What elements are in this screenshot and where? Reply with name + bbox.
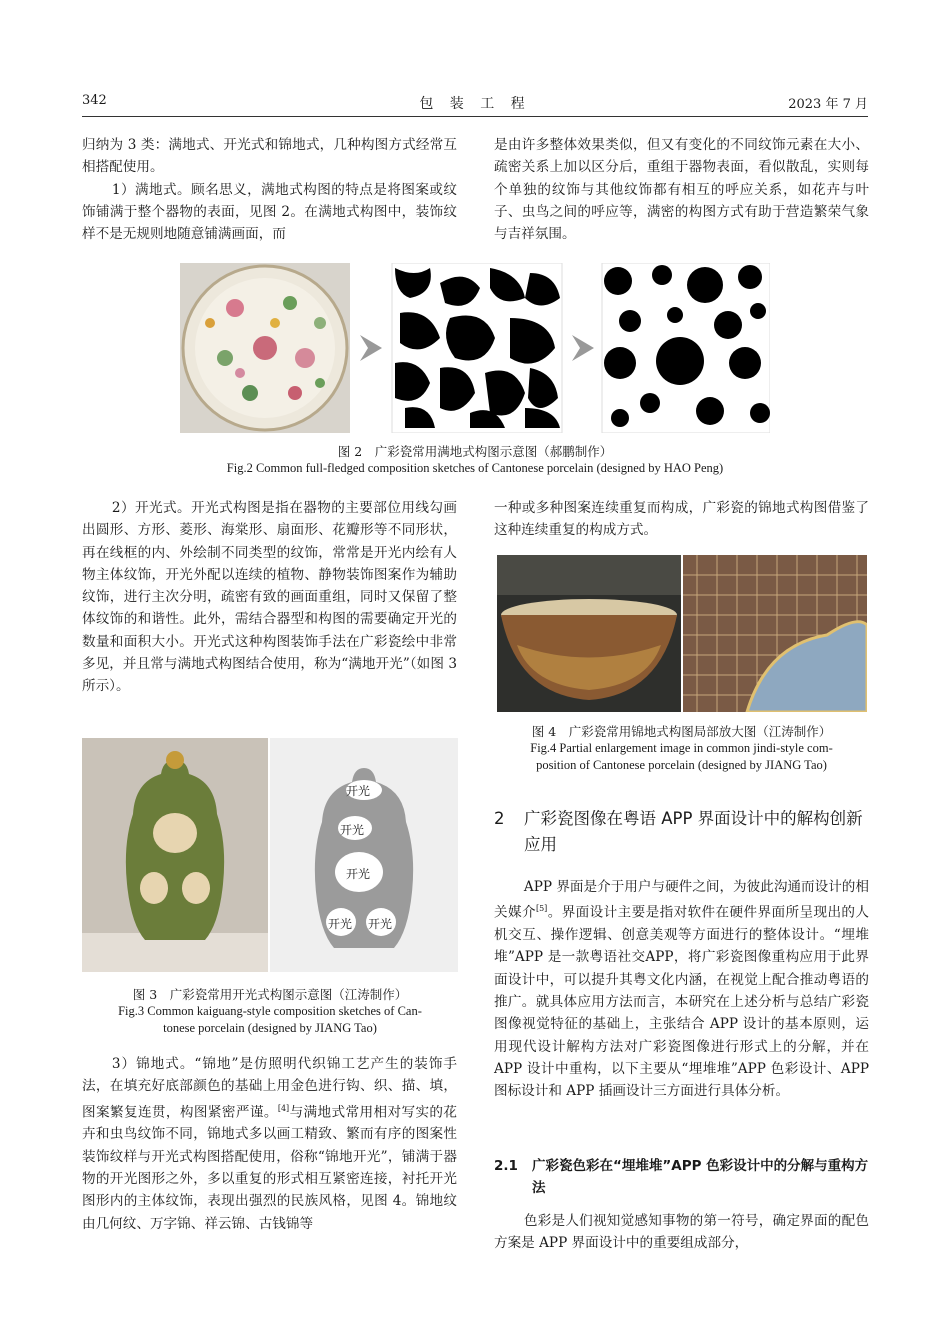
arrow-icon (572, 335, 594, 361)
fig4-caption-en-2: position of Cantonese porcelain (designed by JIANG Tao) (536, 758, 827, 772)
header-rule (82, 116, 868, 117)
page-number: 342 (82, 93, 107, 108)
figure-3 (82, 738, 458, 972)
paragraph: 一种或多种图案连续重复而构成，广彩瓷的锦地式构图借鉴了这种连续重复的构成方式。 (494, 500, 869, 539)
mid-right-text (494, 497, 869, 542)
section-2-heading (494, 806, 874, 858)
section-2-1-body (494, 1210, 869, 1255)
fig2-graphic (180, 263, 770, 433)
fig2-caption-en: Fig.2 Common full-fledged composition sketches of Cantonese porcelain (designed by HAO Peng) (226, 461, 724, 475)
section-title: 广彩瓷图像在粤语 APP 界面设计中的解构创新应用 (524, 809, 863, 854)
journal-name: 包 装 工 程 (419, 96, 531, 112)
kaiguang-label: 开光 (368, 917, 393, 931)
kaiguang-label: 开光 (346, 867, 371, 881)
issue-date: 2023 年 7 月 (788, 97, 868, 112)
paragraph: 是由许多整体效果类似，但又有变化的不同纹饰元素在大小、疏密关系上加以区分后，重组于器物表面，看似散乱，实则每个单独的纹饰与其他纹饰都有相互的呼应关系，如花卉与叶子、虫鸟之间的呼应等，满密的构图方式有助于营造繁荣气象与吉祥氛围。 (494, 137, 869, 243)
paragraph: 归纳为 3 类：满地式、开光式和锦地式，几种构图方式经常互相搭配使用。 (82, 137, 457, 176)
top-right-text (494, 134, 869, 245)
fig2-caption (82, 443, 868, 477)
figure-4 (497, 555, 867, 712)
section-title: 广彩瓷色彩在“埋堆堆”APP 色彩设计中的分解与重构方法 (532, 1158, 869, 1196)
paragraph: 1）满地式。顾名思义，满地式构图的特点是将图案或纹饰铺满于整个器物的表面，见图 2。在满地式构图中，装饰纹样不是无规则地随意铺满画面，而 (82, 181, 457, 243)
arrow-icon (360, 335, 382, 361)
fig3-caption-en-1: Fig.3 Common kaiguang-style composition sketches of Can- (118, 1004, 422, 1018)
fig4-graphic (497, 555, 867, 712)
paragraph: 2）开光式。开光式构图是指在器物的主要部位用线勾画出圆形、方形、菱形、海棠形、扇面形、花瓣形等不同形状，再在线框的内、外绘制不同类型的纹饰，常常是开光内绘有人物主体纹饰，开光外配以连续的植物、静物装饰图案作为辅助纹饰，进行主次分明，疏密有致的画面重组，同时又保留了整体纹饰的和谐性。此外，需结合器型和构图的需要确定开光的数量和面积大小。开光式这种构图装饰手法在广彩瓷绘中非常多见，并且常与满地式构图结合使用，称为“满地开光”（如图 3 所示）。 (82, 500, 457, 695)
paragraph: 色彩是人们视知觉感知事物的第一符号，确定界面的配色方案是 APP 界面设计中的重要组成部分， (494, 1213, 869, 1252)
kaiguang-label: 开光 (340, 823, 365, 837)
paragraph: 3）锦地式。“锦地”是仿照明代织锦工艺产生的装饰手法，在填充好底部颜色的基础上用金色进行钩、织、描、填，图案繁复连贯，构图紧密严谨。[4]与满地式常用相对写实的花卉和虫鸟纹饰不同，锦地式多以画工精致、繁而有序的图案性装饰纹样与开光式构图搭配使用，俗称“锦地开光”，铺满于器物的开光图形之外，多以重复的形式相互紧密连接，衬托开光图形内的主体纹饰，表现出强烈的民族风格，见图 4。锦地纹由几何纹、万字锦、祥云锦、古钱锦等 (82, 1056, 458, 1232)
kaiguang-label: 开光 (328, 917, 353, 931)
kaiguang-label: 开光 (346, 784, 371, 798)
fig3-caption-zh: 图 3 广彩瓷常用开光式构图示意图（江涛制作） (132, 987, 408, 1002)
top-left-text (82, 134, 457, 245)
fig3-graphic (82, 738, 458, 972)
mid-left-text (82, 497, 457, 698)
fig4-caption (494, 723, 869, 774)
section-2-1-heading (494, 1155, 874, 1199)
fig2-caption-zh: 图 2 广彩瓷常用满地式构图示意图（郝鹏制作） (337, 444, 613, 459)
figure-2 (180, 263, 770, 433)
fig3-caption-en-2: tonese porcelain (designed by JIANG Tao) (163, 1021, 377, 1035)
section-number: 2.1 (494, 1158, 518, 1174)
fig4-caption-en-1: Fig.4 Partial enlargement image in common jindi-style com- (530, 741, 833, 755)
fig4-caption-zh: 图 4 广彩瓷常用锦地式构图局部放大图（江涛制作） (531, 724, 832, 739)
section-number: 2 (494, 809, 505, 828)
bottom-left-text (82, 1053, 457, 1235)
fig3-caption (82, 986, 458, 1037)
paragraph: APP 界面是介于用户与硬件之间，为彼此沟通而设计的相关媒介[5]。界面设计主要是指对软件在硬件界面所呈现出的人机交互、操作逻辑、创意美观等方面进行的整体设计。“埋堆堆”APP 是一款粤语社交APP，将广彩瓷图像重构应用于此界面设计中，可以提升其粤文化内涵，在视觉上配合推动粤语的推广。就具体应用方法而言，本研究在上述分析与总结广彩瓷图像视觉特征的基础上，主张结合 APP 设计的基本原则，运用现代设计解构方法对广彩瓷图像进行形式上的分解，并在 APP 设计中重构，以下主要从“埋堆堆”APP 色彩设计、APP 图标设计和 APP 插画设计三方面进行具体分析。 (494, 879, 870, 1100)
section-2-body (494, 876, 869, 1103)
